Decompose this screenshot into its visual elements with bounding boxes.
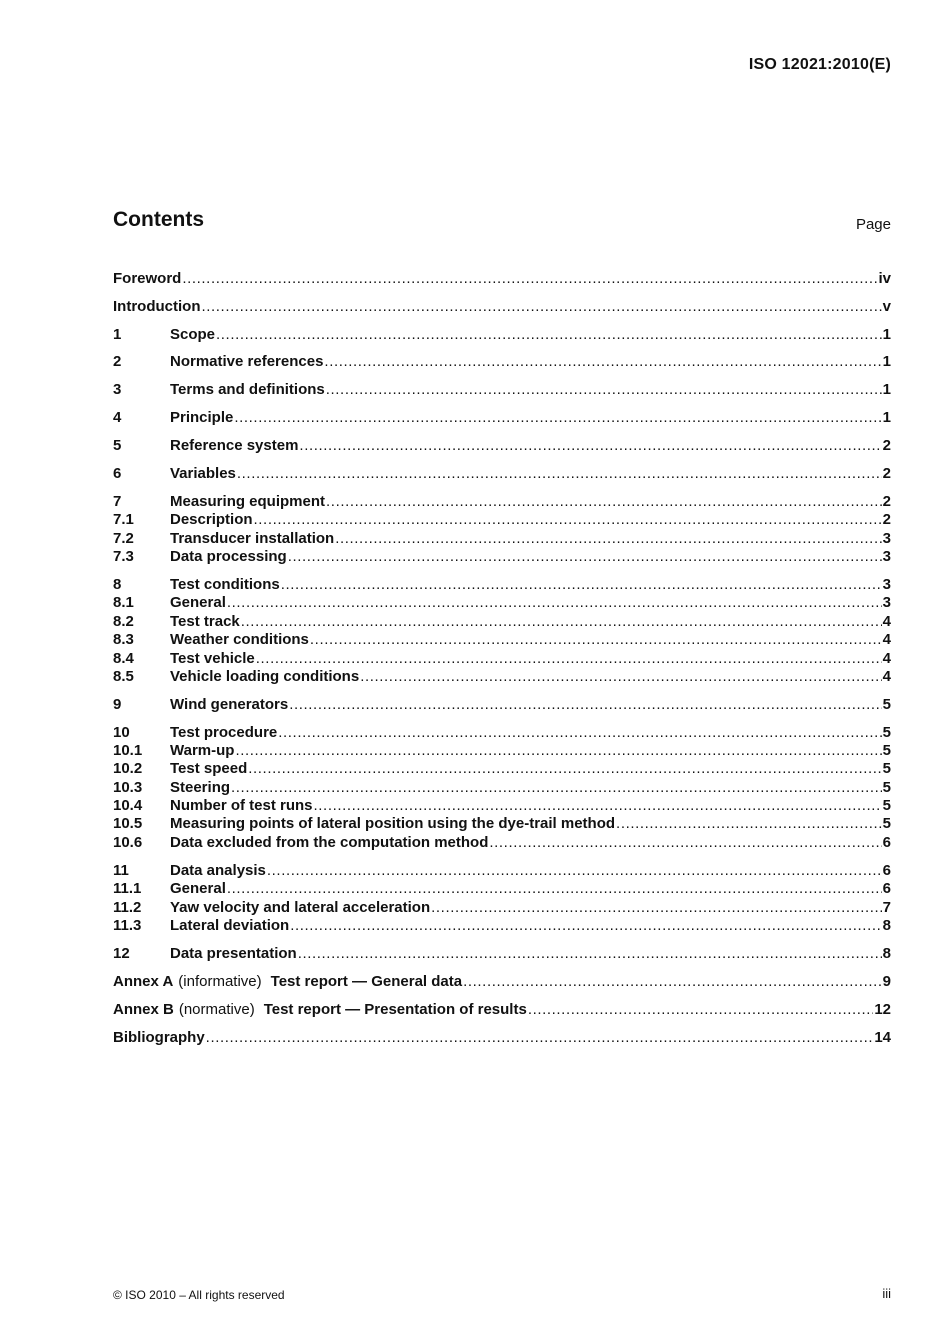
toc-entry-number: 8 [113,576,122,593]
toc-entry[interactable] [113,511,891,529]
toc-entry-title: Bibliography [113,1029,205,1046]
toc-entry-page: 8 [882,945,891,962]
toc-entry[interactable] [113,594,891,612]
toc-leader [324,353,881,371]
toc-entry-introduction[interactable] [113,298,891,316]
toc-entry-number: 1 [113,326,122,343]
toc-entry[interactable] [113,797,891,815]
toc-entry-page: 1 [882,409,891,426]
toc-entry-page: 5 [882,696,891,713]
toc-leader [201,298,881,316]
toc-entry-title: Variables [170,465,236,482]
toc-entry[interactable] [113,650,891,668]
toc-entry[interactable] [113,668,891,686]
toc-entry[interactable] [113,613,891,631]
toc-entry-page: 9 [882,973,891,990]
toc-leader [248,760,881,778]
toc-entry-page: 2 [882,511,891,528]
toc-entry-foreword[interactable] [113,270,891,288]
toc-entry-title: Steering [170,779,231,796]
toc-leader [489,834,881,852]
contents-header [113,208,891,240]
toc-leader [206,1029,874,1047]
toc-entry-number: 11 [113,862,129,879]
toc-entry-title: Measuring points of lateral position using the dye-trail method [170,815,616,832]
toc-entry-page: 4 [882,631,891,648]
toc-leader [237,465,882,483]
toc-entry[interactable] [113,862,891,880]
toc-entry-page: 3 [882,594,891,611]
toc-entry-title: General [170,594,226,611]
toc-leader [278,724,881,742]
toc-entry[interactable] [113,548,891,566]
toc-entry-bibliography[interactable] [113,1029,891,1047]
toc-entry-number: 6 [113,465,122,482]
toc-entry-page: 4 [882,668,891,685]
toc-entry-page: 5 [882,815,891,832]
toc-leader [335,530,881,548]
toc-leader [182,270,877,288]
toc-entry-page: 3 [882,548,891,565]
toc-entry-number: 8.5 [113,668,134,685]
toc-leader [290,917,881,935]
toc-entry-page: 1 [882,353,891,370]
toc-leader [289,696,881,714]
toc-entry-title: Weather conditions [170,631,309,648]
toc-leader [299,437,881,455]
toc-entry-number: 8.1 [113,594,134,611]
toc-entry-page: 5 [882,760,891,777]
toc-entry[interactable] [113,945,891,963]
toc-entry-title: Scope [170,326,216,343]
toc-entry-number: 8.4 [113,650,134,667]
toc-entry-page: v [882,298,891,315]
toc-entry-page: 6 [882,834,891,851]
toc-entry-title: Data presentation [170,945,297,962]
toc-entry-number: 3 [113,381,122,398]
toc-leader [528,1001,874,1019]
toc-entry[interactable] [113,880,891,898]
contents-title: Contents [113,208,204,231]
toc-entry-title: Data excluded from the computation method [170,834,489,851]
toc-leader [314,797,882,815]
toc-entry[interactable] [113,409,891,427]
toc-entry-page: 5 [882,724,891,741]
toc-entry[interactable] [113,465,891,483]
toc-leader [267,862,882,880]
toc-entry-title: Wind generators [170,696,289,713]
document-id: ISO 12021:2010(E) [748,56,891,73]
toc-entry-number: 7.2 [113,530,134,547]
toc-entry[interactable] [113,353,891,371]
toc-entry-title: Number of test runs [170,797,313,814]
annex-note: (informative) [178,973,262,990]
toc-entry[interactable] [113,834,891,852]
toc-leader [310,631,882,649]
toc-leader [281,576,882,594]
toc-entry-number: 5 [113,437,122,454]
toc-entry-title: Test vehicle [170,650,255,667]
toc-entry-title: Principle [170,409,234,426]
toc-entry[interactable] [113,724,891,742]
toc-leader [231,779,882,797]
toc-entry-number: 10.1 [113,742,143,759]
toc-leader [298,945,882,963]
toc-entry[interactable] [113,917,891,935]
toc-leader [256,650,882,668]
toc-entry-number: 11.1 [113,880,142,897]
toc-entry-title: Data analysis [170,862,266,879]
toc-entry-title: Description [170,511,253,528]
toc-entry-number: 9 [113,696,122,713]
toc-entry-page: 2 [882,437,891,454]
toc-leader [235,742,881,760]
toc-entry-page: 8 [882,917,891,934]
annex-label: Annex A [113,973,174,990]
toc-entry-number: 10.6 [113,834,143,851]
toc-entry-number: 10.3 [113,779,143,796]
toc-leader [288,548,882,566]
toc-entry-page: 4 [882,650,891,667]
toc-entry-number: 12 [113,945,130,962]
toc-entry[interactable] [113,576,891,594]
toc-entry-title: Terms and definitions [170,381,325,398]
toc-entry[interactable] [113,742,891,760]
toc-entry-number: 10.2 [113,760,143,777]
toc-entry-number: 11.2 [113,899,142,916]
toc-entry-number: 11.3 [113,917,142,934]
toc-entry-page: 14 [874,1029,891,1046]
toc-entry-page: 2 [882,493,891,510]
annex-note: (normative) [178,1001,255,1018]
toc-leader [241,613,882,631]
toc-leader [326,493,882,511]
toc-entry-page: 3 [882,530,891,547]
toc-entry-title: Test report — General data [270,973,463,990]
toc-entry-number: 8.3 [113,631,134,648]
toc-entry-page: 12 [874,1001,891,1018]
toc-leader [616,815,882,833]
toc-entry-title: Normative references [170,353,324,370]
toc-leader [227,594,882,612]
toc-entry-number: 7.1 [113,511,134,528]
toc-entry-title: Test track [170,613,240,630]
toc-entry-title: Vehicle loading conditions [170,668,360,685]
toc-leader [227,880,882,898]
toc-entry[interactable] [113,493,891,511]
toc-entry-page: 3 [882,576,891,593]
toc-entry[interactable] [113,779,891,797]
toc-entry-number: 8.2 [113,613,134,630]
toc-entry-page: 1 [882,381,891,398]
toc-leader [254,511,882,529]
toc-entry-number: 7.3 [113,548,134,565]
toc-entry-number: 10.4 [113,797,143,814]
toc-entry-annex-b[interactable] [113,1001,891,1019]
toc-entry[interactable] [113,631,891,649]
toc-entry-number: 7 [113,493,122,510]
toc-entry-title: General [170,880,226,897]
toc-entry-number: 4 [113,409,122,426]
toc-entry-page: 4 [882,613,891,630]
toc-entry-page: 5 [882,779,891,796]
toc-entry-title: Test procedure [170,724,278,741]
toc-entry[interactable] [113,696,891,714]
toc-entry-title: Data processing [170,548,287,565]
toc-leader [216,326,882,344]
toc-leader [463,973,882,991]
toc-entry-page: 2 [882,465,891,482]
toc-entry-page: 6 [882,880,891,897]
page-number: iii [882,1286,891,1301]
toc-leader [360,668,881,686]
annex-label: Annex B [113,1001,174,1018]
toc-entry-number: 10 [113,724,130,741]
toc-entry-page: 5 [882,797,891,814]
toc-entry-title: Foreword [113,270,182,287]
toc-entry-annex-a[interactable] [113,973,891,991]
toc-entry-title: Transducer installation [170,530,335,547]
toc-entry-number: 2 [113,353,122,370]
toc-entry[interactable] [113,899,891,917]
toc-entry[interactable] [113,381,891,399]
toc-leader [431,899,882,917]
toc-entry[interactable] [113,815,891,833]
toc-entry-title: Yaw velocity and lateral acceleration [170,899,431,916]
toc-entry-title: Warm-up [170,742,235,759]
copyright-notice: © ISO 2010 – All rights reserved [113,1288,285,1302]
toc-entry[interactable] [113,326,891,344]
toc-entry[interactable] [113,760,891,778]
toc-entry-title: Test conditions [170,576,280,593]
toc-entry-page: 1 [882,326,891,343]
toc-entry-page: 7 [882,899,891,916]
page-column-label: Page [855,216,891,233]
toc-entry-page: 5 [882,742,891,759]
toc-entry-title: Measuring equipment [170,493,326,510]
toc-entry-title: Introduction [113,298,201,315]
toc-entry-number: 10.5 [113,815,143,832]
toc-leader [326,381,882,399]
toc-entry-title: Test report — Presentation of results [263,1001,527,1018]
toc-entry[interactable] [113,530,891,548]
toc-entry-page: iv [878,270,891,287]
toc-entry-title: Reference system [170,437,299,454]
toc-leader [234,409,881,427]
toc-entry[interactable] [113,437,891,455]
toc-entry-title: Lateral deviation [170,917,290,934]
toc-entry-title: Test speed [170,760,248,777]
toc-entry-page: 6 [882,862,891,879]
